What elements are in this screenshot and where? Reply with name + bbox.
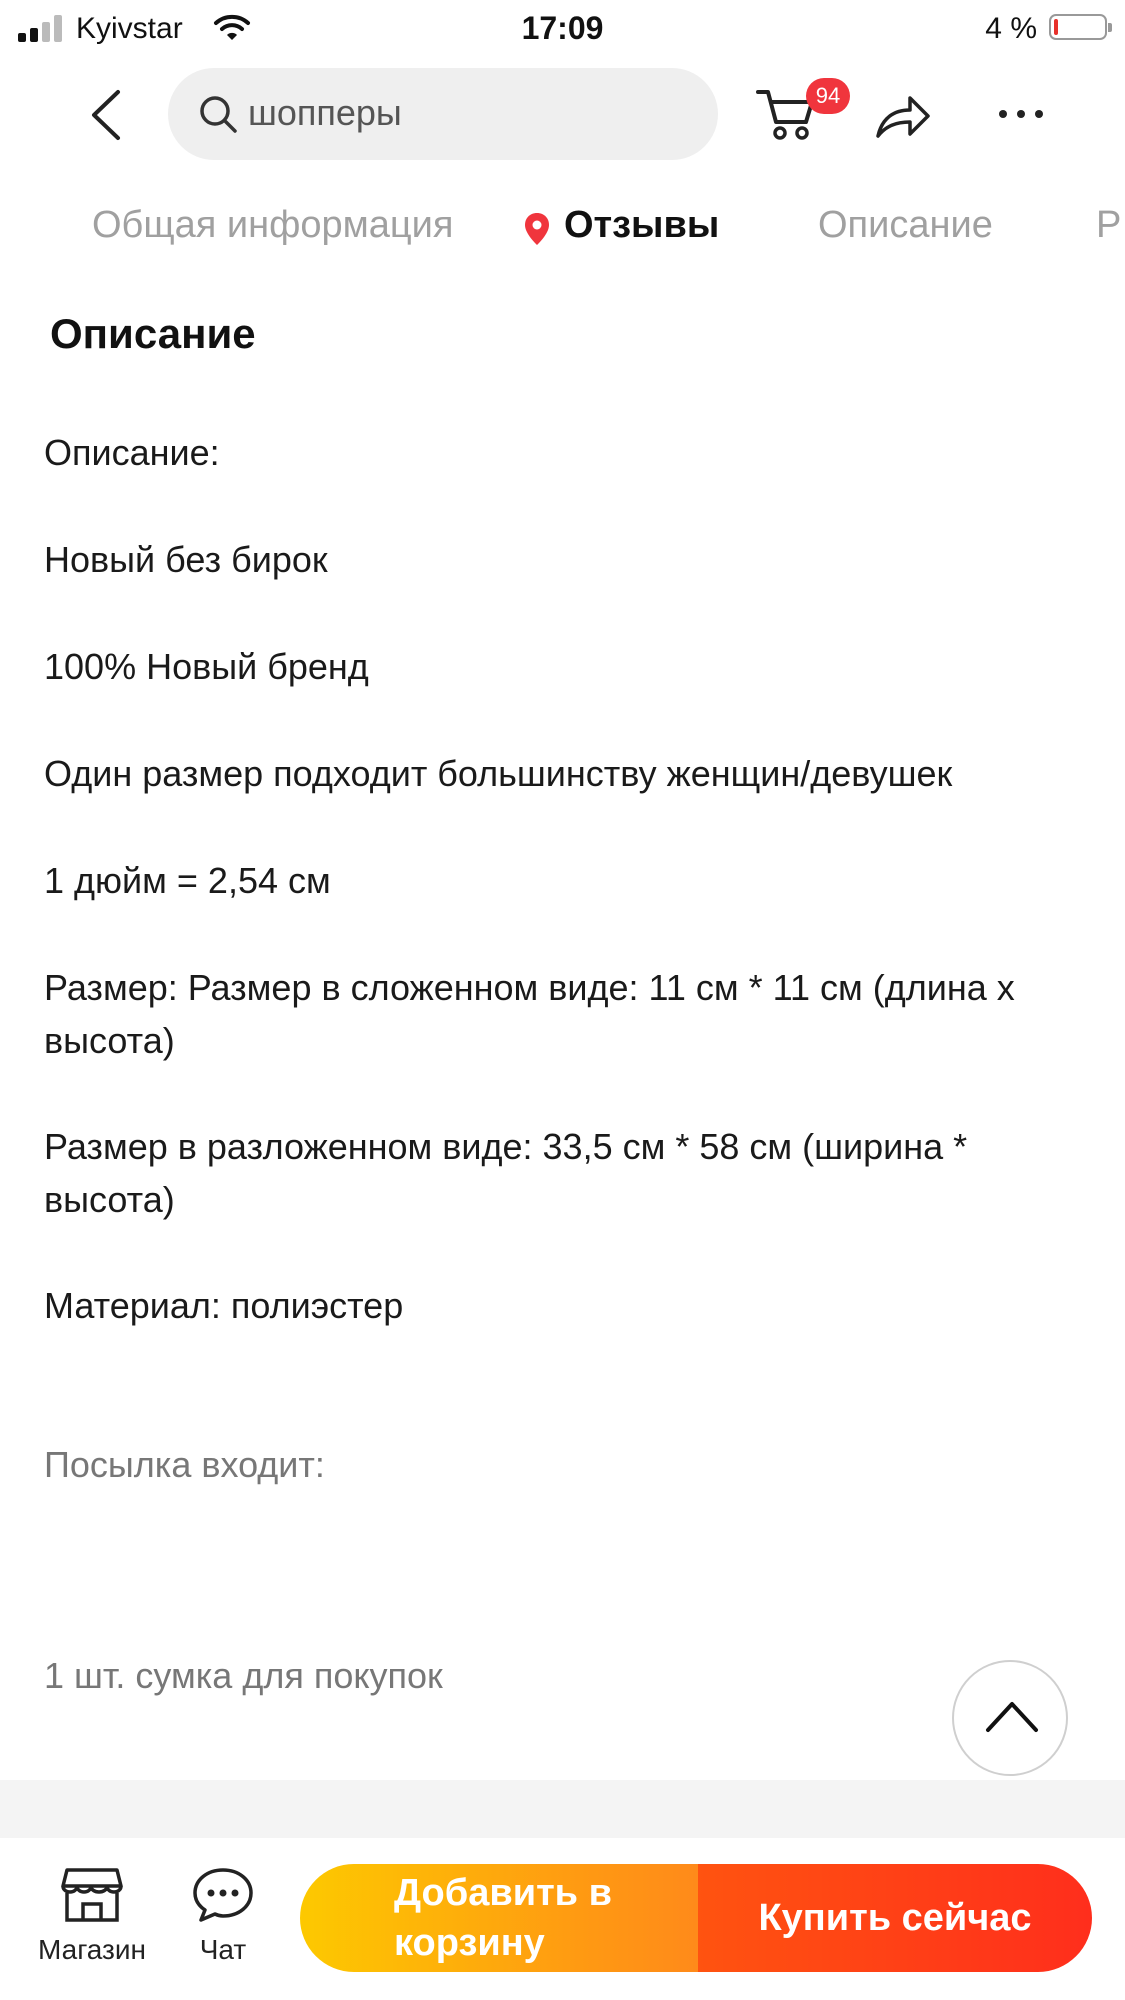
description-line: Размер в разложенном виде: 33,5 см * 58 см (ширина * высота) — [44, 1126, 968, 1220]
description-line: 1 дюйм = 2,54 см — [44, 860, 331, 901]
chat-button[interactable] — [186, 1866, 260, 1966]
more-icon[interactable] — [996, 94, 1046, 134]
location-pin-icon — [524, 212, 550, 246]
store-icon — [61, 1866, 123, 1924]
battery-icon — [1049, 14, 1107, 40]
package-heading: Посылка входит: — [44, 1444, 325, 1485]
battery-level — [1054, 19, 1058, 35]
buy-now-button[interactable]: Купить сейчас — [698, 1864, 1092, 1972]
store-label: Магазин — [37, 1934, 146, 1965]
tab-general-info[interactable]: Общая информация — [92, 204, 454, 246]
description-line: Описание: — [44, 432, 220, 473]
search-input[interactable] — [168, 68, 718, 160]
content-divider — [0, 1780, 1125, 1838]
description-heading: Описание — [50, 310, 256, 357]
chat-label: Чат — [199, 1934, 247, 1965]
add-to-cart-button[interactable] — [300, 1864, 698, 1972]
chevron-up-icon — [984, 1696, 1040, 1736]
bottom-action-bar — [0, 1838, 1125, 2000]
tab-reviews[interactable]: Отзывы — [564, 204, 720, 246]
cart-count-badge: 94 — [806, 78, 850, 114]
clock: 17:09 — [521, 10, 604, 46]
carrier-name: Kyivstar — [76, 12, 183, 45]
description-line: Размер: Размер в сложенном виде: 11 см * 11 см (длина х высота) — [44, 967, 1015, 1061]
share-icon[interactable] — [874, 90, 932, 142]
status-bar — [0, 0, 1125, 58]
tab-partial[interactable]: Р — [1096, 204, 1122, 246]
description-line: Материал: полиэстер — [44, 1285, 404, 1326]
description-line: 100% Новый бренд — [44, 646, 369, 687]
add-to-cart-label: Добавить в корзину — [394, 1872, 612, 1964]
battery-percent: 4 % — [985, 12, 1037, 45]
chat-icon — [191, 1866, 255, 1924]
package-item: 1 шт. сумка для покупок — [44, 1655, 443, 1696]
back-arrow-icon[interactable] — [82, 88, 136, 142]
tab-description[interactable]: Описание — [818, 204, 993, 246]
scroll-to-top-button[interactable] — [952, 1660, 1068, 1776]
search-icon — [198, 94, 238, 134]
section-tabs — [0, 204, 1125, 256]
description-line: Один размер подходит большинству женщин/девушек — [44, 753, 953, 794]
description-line: Новый без бирок — [44, 539, 328, 580]
store-button[interactable] — [36, 1866, 148, 1966]
search-query: шопперы — [248, 92, 402, 133]
